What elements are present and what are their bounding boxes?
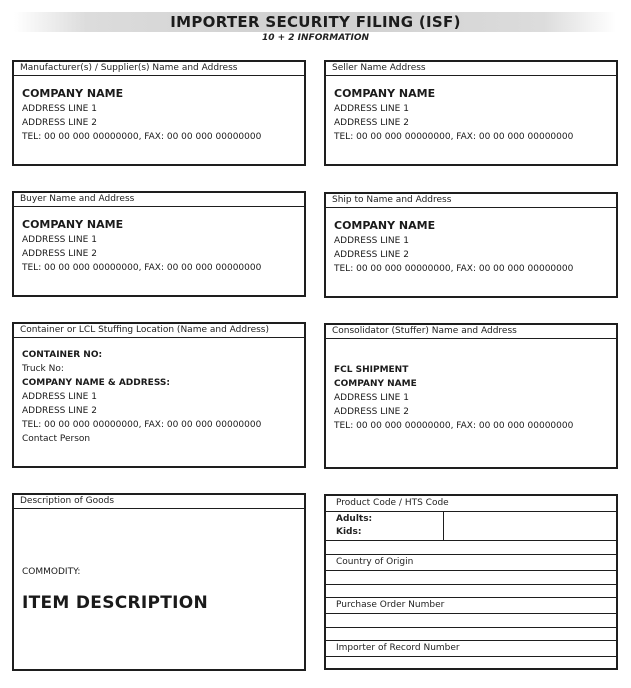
seller-content	[326, 76, 616, 144]
consolidator-address-2: ADDRESS LINE 2	[334, 407, 409, 417]
container-content	[14, 338, 304, 446]
grid-divider	[326, 570, 616, 571]
page-title: IMPORTER SECURITY FILING (ISF)	[170, 13, 461, 31]
grid-divider	[326, 613, 616, 614]
manufacturer-company: COMPANY NAME	[22, 87, 124, 100]
goods-label: Description of Goods	[14, 495, 304, 509]
container-box	[12, 322, 306, 468]
grid-divider	[326, 511, 616, 512]
ship-to-content	[326, 208, 616, 276]
buyer-address-1: ADDRESS LINE 1	[22, 235, 97, 245]
grid-divider	[326, 584, 616, 585]
importer-of-record-label: Importer of Record Number	[336, 643, 460, 653]
truck-no: Truck No:	[22, 364, 64, 374]
manufacturer-label: Manufacturer(s) / Supplier(s) Name and Address	[14, 62, 304, 76]
container-contact: Contact Person	[22, 434, 91, 444]
buyer-company: COMPANY NAME	[22, 218, 124, 231]
item-description: ITEM DESCRIPTION	[22, 593, 209, 613]
buyer-content	[14, 207, 304, 275]
product-code-label: Product Code / HTS Code	[336, 498, 449, 508]
grid-divider	[326, 627, 616, 628]
container-address-1: ADDRESS LINE 1	[22, 392, 97, 402]
consolidator-label: Consolidator (Stuffer) Name and Address	[326, 325, 616, 339]
container-no: CONTAINER NO:	[22, 350, 103, 360]
grid-column-divider	[443, 512, 444, 540]
seller-tel: TEL: 00 00 000 00000000, FAX: 00 00 000 00000000	[334, 132, 574, 142]
seller-label: Seller Name Address	[326, 62, 616, 76]
commodity-label: COMMODITY:	[22, 567, 81, 577]
buyer-label: Buyer Name and Address	[14, 193, 304, 207]
ship-to-box	[324, 192, 618, 298]
ship-to-tel: TEL: 00 00 000 00000000, FAX: 00 00 000 00000000	[334, 264, 574, 274]
container-company-address: COMPANY NAME & ADDRESS:	[22, 378, 170, 388]
grid-divider	[326, 554, 616, 555]
manufacturer-address-1: ADDRESS LINE 1	[22, 104, 97, 114]
consolidator-company: COMPANY NAME	[334, 379, 417, 389]
manufacturer-tel: TEL: 00 00 000 00000000, FAX: 00 00 000 00000000	[22, 132, 262, 142]
buyer-tel: TEL: 00 00 000 00000000, FAX: 00 00 000 00000000	[22, 263, 262, 273]
seller-address-1: ADDRESS LINE 1	[334, 104, 409, 114]
manufacturer-content	[14, 76, 304, 144]
purchase-order-label: Purchase Order Number	[336, 600, 445, 610]
container-address-2: ADDRESS LINE 2	[22, 406, 97, 416]
manufacturer-address-2: ADDRESS LINE 2	[22, 118, 97, 128]
ship-to-company: COMPANY NAME	[334, 219, 436, 232]
goods-box	[12, 493, 306, 671]
buyer-address-2: ADDRESS LINE 2	[22, 249, 97, 259]
container-tel: TEL: 00 00 000 00000000, FAX: 00 00 000 00000000	[22, 420, 262, 430]
ship-to-label: Ship to Name and Address	[326, 194, 616, 208]
grid-divider	[326, 656, 616, 657]
grid-divider	[326, 597, 616, 598]
manufacturer-box	[12, 60, 306, 166]
page-subtitle: 10 + 2 INFORMATION	[261, 33, 370, 43]
ship-to-address-2: ADDRESS LINE 2	[334, 250, 409, 260]
seller-box	[324, 60, 618, 166]
ship-to-address-1: ADDRESS LINE 1	[334, 236, 409, 246]
consolidator-tel: TEL: 00 00 000 00000000, FAX: 00 00 000 00000000	[334, 421, 574, 431]
seller-address-2: ADDRESS LINE 2	[334, 118, 409, 128]
grid-divider	[326, 540, 616, 541]
country-of-origin-label: Country of Origin	[336, 557, 414, 567]
consolidator-content	[326, 339, 616, 433]
consolidator-address-1: ADDRESS LINE 1	[334, 393, 409, 403]
consolidator-box	[324, 323, 618, 469]
codes-grid	[324, 494, 618, 670]
adults-label: Adults:	[336, 514, 373, 524]
consolidator-shipment: FCL SHIPMENT	[334, 365, 409, 375]
container-label: Container or LCL Stuffing Location (Name and Address)	[14, 324, 304, 338]
buyer-box	[12, 191, 306, 297]
seller-company: COMPANY NAME	[334, 87, 436, 100]
grid-divider	[326, 640, 616, 641]
kids-label: Kids:	[336, 527, 362, 537]
